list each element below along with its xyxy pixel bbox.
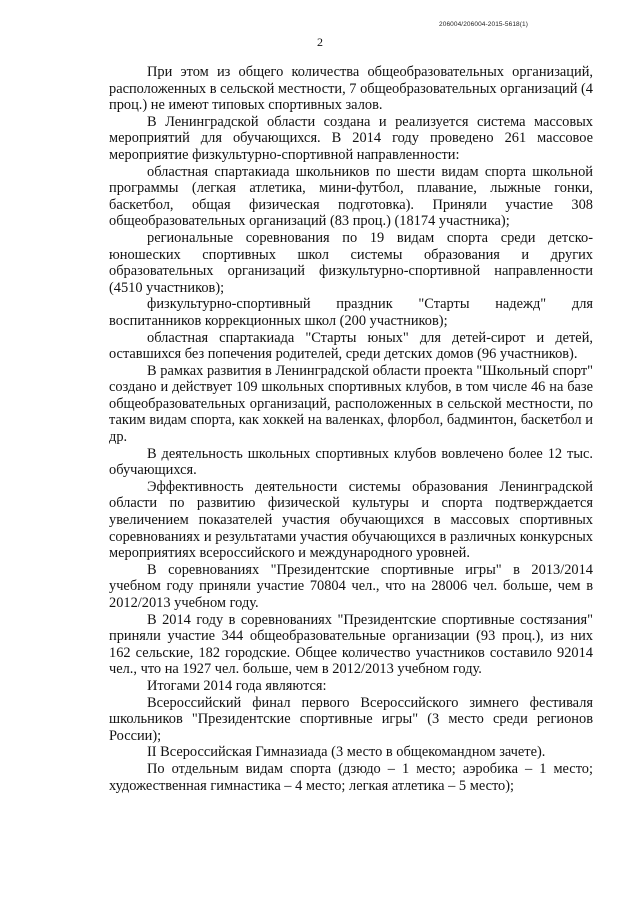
paragraph: В деятельность школьных спортивных клубов вовлечено более 12 тыс. обучающихся. [109,445,593,479]
paragraph: Всероссийский финал первого Всероссийского зимнего фестиваля школьников "Президентские спортивные игры" (3 место среди регионов России); [109,694,593,744]
paragraph: В 2014 году в соревнованиях "Президентские спортивные состязания" приняли участие 344 общеобразовательные организации (93 проц.), из них 162 сельские, 182 городские. Общее количество участников составило 92014 чел., что на 1927 чел. больше, чем в 2012/2013 учебном году. [109,611,593,678]
document-body [109,64,593,794]
paragraph: II Всероссийская Гимназиада (3 место в общекомандном зачете). [147,744,546,761]
paragraph: Итогами 2014 года являются: [147,677,327,694]
paragraph: В рамках развития в Ленинградской области проекта "Школьный спорт" создано и действует 109 школьных спортивных клубов, в том числе 46 на базе общеобразовательных организаций, расположенных в сельской местности, по таким видам спорта, как хоккей на валенках, флорбол, бадминтон, баскетбол и др. [109,362,593,446]
paragraph: региональные соревнования по 19 видам спорта среди детско-юношеских спортивных школ системы образования и других образовательных организаций физкультурно-спортивной направленности (4510 участников); [109,229,593,296]
paragraph: В соревнованиях "Президентские спортивные игры" в 2013/2014 учебном году приняли участие 70804 чел., что на 28006 чел. больше, чем в 2012/2013 учебном году. [109,561,593,611]
document-code: 206004/206004-2015-5618(1) [439,21,528,28]
paragraph: областная спартакиада школьников по шести видам спорта школьной программы (легкая атлетика, мини-футбол, плавание, лыжные гонки, баскетбол, общая физическая подготовка). Приняли участие 308 общеобразовательных организаций (83 проц.) (18174 участника); [109,163,593,230]
paragraph: При этом из общего количества общеобразовательных организаций, расположенных в сельской местности, 7 общеобразовательных организаций (4 проц.) не имеют типовых спортивных залов. [109,64,594,114]
paragraph: В Ленинградской области создана и реализуется система массовых мероприятий для обучающихся. В 2014 году проведено 261 массовое мероприятие физкультурно-спортивной направленности: [109,113,593,163]
paragraph: физкультурно-спортивный праздник "Старты надежд" для воспитанников коррекционных школ (200 участников); [109,296,593,329]
paragraph: По отдельным видам спорта (дзюдо – 1 место; аэробика – 1 место; художественная гимнастика – 4 место; легкая атлетика – 5 место); [109,760,593,794]
page-number: 2 [317,35,323,49]
paragraph: областная спартакиада "Старты юных" для детей-сирот и детей, оставшихся без попечения родителей, среди детских домов (96 участников). [109,329,593,363]
paragraph: Эффективность деятельности системы образования Ленинградской области по развитию физической культуры и спорта подтверждается увеличением показателей участия обучающихся в массовых спортивных соревнованиях и результатами участия обучающихся в различных конкурсных мероприятиях всероссийского и международного уровней. [109,478,593,562]
